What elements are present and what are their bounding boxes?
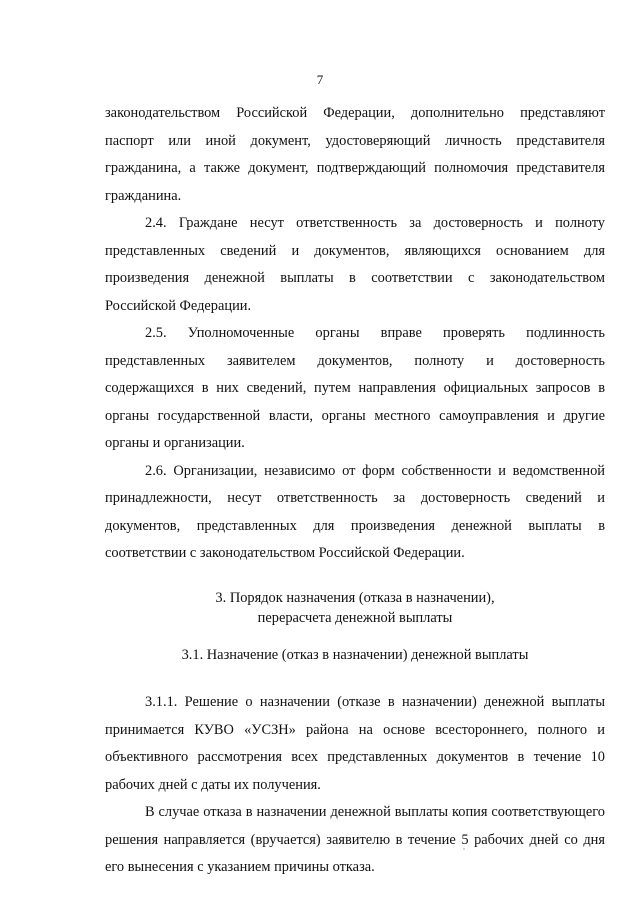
section-3-heading-line-1: 3. Порядок назначения (отказа в назначении), <box>215 589 495 606</box>
paragraph-2-4: 2.4. Граждане несут ответственность за достоверность и полноту представленных сведений и документов, являющихся основанием для произведения денежной выплаты в соответствии с законодательством Российской Федерации. <box>105 215 605 314</box>
paragraph-2-5: 2.5. Уполномоченные органы вправе проверять подлинность представленных заявителем документов, полноту и достоверность содержащихся в них сведений, путем направления официальных запросов в органы государственной власти, органы местного самоуправления и другие органы и организации. <box>105 325 605 451</box>
paragraph-refusal: В случае отказа в назначении денежной выплаты копия соответствующего решения направляется (вручается) заявителю в течение 5 рабочих дней со дня его вынесения с указанием причины отказа. <box>105 804 605 875</box>
paragraph-continuation: законодательством Российской Федерации, дополнительно представляют паспорт или иной документ, удостоверяющий личность представителя гражданина, а также документ, подтверждающий полномочия представителя гражданина. <box>105 105 605 204</box>
section-3-heading <box>105 588 605 628</box>
section-3-heading-line-2: перерасчета денежной выплаты <box>257 609 453 626</box>
subsection-3-1-heading: 3.1. Назначение (отказ в назначении) денежной выплаты <box>181 646 529 663</box>
page-number: 7 <box>316 72 324 87</box>
document-body <box>105 100 605 882</box>
paragraph-3-1-1: 3.1.1. Решение о назначении (отказе в назначении) денежной выплаты принимается КУВО «УСЗН» района на основе всестороннего, полного и объективного рассмотрения всех представленных документов в течение 10 рабочих дней с даты их получения. <box>105 694 605 793</box>
paragraph-2-6: 2.6. Организации, независимо от форм собственности и ведомственной принадлежности, несут ответственность за достоверность сведений и документов, представленных для произведения денежной выплаты в соответствии с законодательством Российской Федерации. <box>105 462 605 561</box>
scan-speck <box>463 848 465 850</box>
